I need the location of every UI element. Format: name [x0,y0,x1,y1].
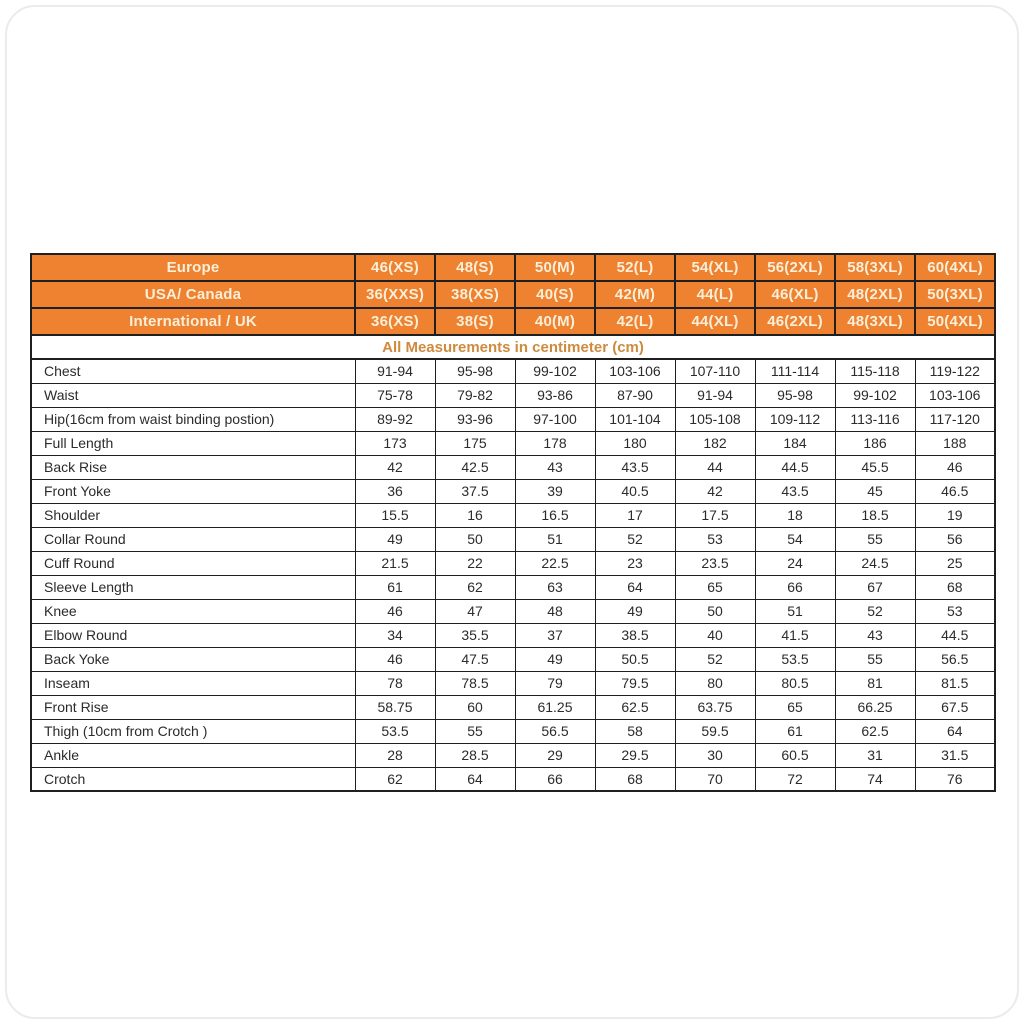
measurement-value-cell: 49 [515,647,595,671]
measurement-label: Sleeve Length [31,575,355,599]
size-system-row [31,281,995,308]
measurement-value-cell: 62 [355,767,435,791]
size-cell: 50(4XL) [915,308,995,335]
measurement-value-cell: 67.5 [915,695,995,719]
measurement-row [31,695,995,719]
measurement-value-cell: 25 [915,551,995,575]
measurement-value-cell: 17.5 [675,503,755,527]
measurement-value-cell: 60 [435,695,515,719]
measurement-value-cell: 24.5 [835,551,915,575]
measurement-label: Collar Round [31,527,355,551]
measurement-value-cell: 63 [515,575,595,599]
measurement-value-cell: 21.5 [355,551,435,575]
measurement-value-cell: 28 [355,743,435,767]
measurement-value-cell: 105-108 [675,407,755,431]
measurement-row [31,407,995,431]
measurement-value-cell: 30 [675,743,755,767]
measurement-value-cell: 42.5 [435,455,515,479]
measurement-value-cell: 188 [915,431,995,455]
measurement-row [31,503,995,527]
measurement-value-cell: 58.75 [355,695,435,719]
size-cell: 56(2XL) [755,254,835,281]
size-chart-table [30,253,996,792]
measurement-label: Elbow Round [31,623,355,647]
measurement-value-cell: 50.5 [595,647,675,671]
measurement-value-cell: 65 [675,575,755,599]
measurement-value-cell: 17 [595,503,675,527]
measurement-value-cell: 81.5 [915,671,995,695]
measurement-value-cell: 22.5 [515,551,595,575]
measurement-value-cell: 93-96 [435,407,515,431]
measurement-value-cell: 81 [835,671,915,695]
measurement-value-cell: 59.5 [675,719,755,743]
measurement-value-cell: 31.5 [915,743,995,767]
measurement-value-cell: 89-92 [355,407,435,431]
measurement-row [31,359,995,383]
measurement-value-cell: 44 [675,455,755,479]
measurement-value-cell: 115-118 [835,359,915,383]
measurement-value-cell: 16 [435,503,515,527]
measurement-value-cell: 186 [835,431,915,455]
measurement-value-cell: 113-116 [835,407,915,431]
measurement-value-cell: 180 [595,431,675,455]
measurement-value-cell: 103-106 [915,383,995,407]
measurement-label: Ankle [31,743,355,767]
measurement-row [31,455,995,479]
measurement-row [31,575,995,599]
measurement-value-cell: 19 [915,503,995,527]
measurement-value-cell: 72 [755,767,835,791]
measurement-value-cell: 55 [835,647,915,671]
size-cell: 36(XXS) [355,281,435,308]
measurement-value-cell: 99-102 [515,359,595,383]
measurement-value-cell: 184 [755,431,835,455]
measurement-value-cell: 37.5 [435,479,515,503]
measurement-value-cell: 79-82 [435,383,515,407]
size-cell: 48(2XL) [835,281,915,308]
size-cell: 38(XS) [435,281,515,308]
measurement-value-cell: 63.75 [675,695,755,719]
measurement-value-cell: 24 [755,551,835,575]
size-cell: 40(S) [515,281,595,308]
measurement-value-cell: 101-104 [595,407,675,431]
measurement-value-cell: 79.5 [595,671,675,695]
measurement-value-cell: 40.5 [595,479,675,503]
measurement-value-cell: 55 [835,527,915,551]
measurement-value-cell: 66.25 [835,695,915,719]
measurement-value-cell: 37 [515,623,595,647]
measurement-row [31,647,995,671]
measurement-value-cell: 182 [675,431,755,455]
measurement-value-cell: 103-106 [595,359,675,383]
measurement-label: Front Rise [31,695,355,719]
measurement-value-cell: 43.5 [595,455,675,479]
measurement-value-cell: 56 [915,527,995,551]
size-cell: 50(M) [515,254,595,281]
measurement-value-cell: 53.5 [355,719,435,743]
measurement-label: Front Yoke [31,479,355,503]
size-cell: 42(M) [595,281,675,308]
measurement-label: Chest [31,359,355,383]
measurement-row [31,743,995,767]
measurement-value-cell: 64 [435,767,515,791]
measurement-value-cell: 64 [595,575,675,599]
measurement-label: Shoulder [31,503,355,527]
measurement-value-cell: 93-86 [515,383,595,407]
measurement-value-cell: 60.5 [755,743,835,767]
measurement-row [31,431,995,455]
measurement-rows [31,359,995,791]
measurement-value-cell: 18 [755,503,835,527]
measurement-value-cell: 55 [435,719,515,743]
measurement-value-cell: 36 [355,479,435,503]
size-system-header [31,254,995,335]
measurement-value-cell: 111-114 [755,359,835,383]
size-cell: 52(L) [595,254,675,281]
measurement-value-cell: 58 [595,719,675,743]
measurement-value-cell: 34 [355,623,435,647]
size-cell: 40(M) [515,308,595,335]
measurement-value-cell: 46 [355,647,435,671]
measurement-value-cell: 178 [515,431,595,455]
measurement-label: Knee [31,599,355,623]
measurement-label: Inseam [31,671,355,695]
measurement-value-cell: 175 [435,431,515,455]
measurement-value-cell: 18.5 [835,503,915,527]
size-cell: 54(XL) [675,254,755,281]
measurement-value-cell: 46 [915,455,995,479]
measurement-value-cell: 78 [355,671,435,695]
measurement-value-cell: 35.5 [435,623,515,647]
size-cell: 60(4XL) [915,254,995,281]
measurement-row [31,383,995,407]
measurement-value-cell: 173 [355,431,435,455]
measurement-value-cell: 80 [675,671,755,695]
measurement-value-cell: 38.5 [595,623,675,647]
measurement-row [31,479,995,503]
measurement-value-cell: 46 [355,599,435,623]
measurement-value-cell: 47 [435,599,515,623]
measurement-label: Cuff Round [31,551,355,575]
size-cell: 38(S) [435,308,515,335]
measurement-value-cell: 97-100 [515,407,595,431]
measurement-value-cell: 45 [835,479,915,503]
measurement-value-cell: 53 [915,599,995,623]
measurement-label: Hip(16cm from waist binding postion) [31,407,355,431]
measurement-value-cell: 50 [675,599,755,623]
measurement-label: Back Rise [31,455,355,479]
measurement-label: Thigh (10cm from Crotch ) [31,719,355,743]
size-cell: 48(S) [435,254,515,281]
measurement-value-cell: 39 [515,479,595,503]
measurement-value-cell: 109-112 [755,407,835,431]
measurement-value-cell: 22 [435,551,515,575]
measurement-row [31,671,995,695]
size-cell: 44(XL) [675,308,755,335]
measurement-value-cell: 53.5 [755,647,835,671]
measurement-value-cell: 52 [595,527,675,551]
measurement-value-cell: 31 [835,743,915,767]
measurement-value-cell: 42 [355,455,435,479]
measurement-value-cell: 51 [755,599,835,623]
measurement-value-cell: 56.5 [515,719,595,743]
measurement-value-cell: 28.5 [435,743,515,767]
measurement-value-cell: 64 [915,719,995,743]
measurement-value-cell: 46.5 [915,479,995,503]
measurement-row [31,551,995,575]
measurement-value-cell: 49 [355,527,435,551]
measurement-value-cell: 61 [355,575,435,599]
measurement-value-cell: 51 [515,527,595,551]
measurement-row [31,527,995,551]
measurement-value-cell: 68 [915,575,995,599]
measurement-value-cell: 43.5 [755,479,835,503]
measurement-value-cell: 119-122 [915,359,995,383]
measurement-value-cell: 68 [595,767,675,791]
measurement-value-cell: 70 [675,767,755,791]
measurement-value-cell: 76 [915,767,995,791]
size-system-label: Europe [31,254,355,281]
measurement-value-cell: 49 [595,599,675,623]
measurement-value-cell: 52 [835,599,915,623]
size-cell: 50(3XL) [915,281,995,308]
measurement-value-cell: 66 [755,575,835,599]
note-section [31,335,995,359]
measurement-value-cell: 23 [595,551,675,575]
size-system-row [31,308,995,335]
size-cell: 46(2XL) [755,308,835,335]
measurement-value-cell: 65 [755,695,835,719]
size-cell: 58(3XL) [835,254,915,281]
measurement-row [31,767,995,791]
measurement-value-cell: 45.5 [835,455,915,479]
size-system-label: International / UK [31,308,355,335]
measurement-value-cell: 44.5 [755,455,835,479]
measurement-value-cell: 67 [835,575,915,599]
size-cell: 44(L) [675,281,755,308]
measurement-value-cell: 53 [675,527,755,551]
measurement-value-cell: 48 [515,599,595,623]
measurement-row [31,719,995,743]
measurement-value-cell: 54 [755,527,835,551]
note-row [31,335,995,359]
measurement-value-cell: 117-120 [915,407,995,431]
size-cell: 42(L) [595,308,675,335]
measurement-value-cell: 47.5 [435,647,515,671]
measurement-value-cell: 61 [755,719,835,743]
measurement-value-cell: 79 [515,671,595,695]
measurement-value-cell: 42 [675,479,755,503]
measurement-value-cell: 95-98 [755,383,835,407]
measurement-value-cell: 99-102 [835,383,915,407]
size-cell: 46(XS) [355,254,435,281]
measurement-label: Waist [31,383,355,407]
measurement-unit-note: All Measurements in centimeter (cm) [31,335,995,359]
measurement-value-cell: 23.5 [675,551,755,575]
size-cell: 36(XS) [355,308,435,335]
measurement-value-cell: 66 [515,767,595,791]
measurement-value-cell: 29 [515,743,595,767]
measurement-value-cell: 62 [435,575,515,599]
measurement-value-cell: 80.5 [755,671,835,695]
size-cell: 48(3XL) [835,308,915,335]
measurement-row [31,599,995,623]
measurement-value-cell: 15.5 [355,503,435,527]
measurement-value-cell: 43 [515,455,595,479]
measurement-value-cell: 75-78 [355,383,435,407]
measurement-value-cell: 91-94 [355,359,435,383]
measurement-value-cell: 62.5 [835,719,915,743]
measurement-label: Full Length [31,431,355,455]
measurement-value-cell: 91-94 [675,383,755,407]
measurement-value-cell: 40 [675,623,755,647]
measurement-value-cell: 50 [435,527,515,551]
measurement-value-cell: 41.5 [755,623,835,647]
measurement-value-cell: 52 [675,647,755,671]
measurement-value-cell: 62.5 [595,695,675,719]
measurement-value-cell: 16.5 [515,503,595,527]
measurement-value-cell: 43 [835,623,915,647]
measurement-value-cell: 44.5 [915,623,995,647]
measurement-row [31,623,995,647]
measurement-value-cell: 95-98 [435,359,515,383]
measurement-value-cell: 29.5 [595,743,675,767]
measurement-value-cell: 61.25 [515,695,595,719]
measurement-value-cell: 56.5 [915,647,995,671]
measurement-value-cell: 87-90 [595,383,675,407]
measurement-label: Crotch [31,767,355,791]
measurement-value-cell: 107-110 [675,359,755,383]
size-cell: 46(XL) [755,281,835,308]
size-system-row [31,254,995,281]
measurement-value-cell: 78.5 [435,671,515,695]
measurement-label: Back Yoke [31,647,355,671]
measurement-value-cell: 74 [835,767,915,791]
size-system-label: USA/ Canada [31,281,355,308]
